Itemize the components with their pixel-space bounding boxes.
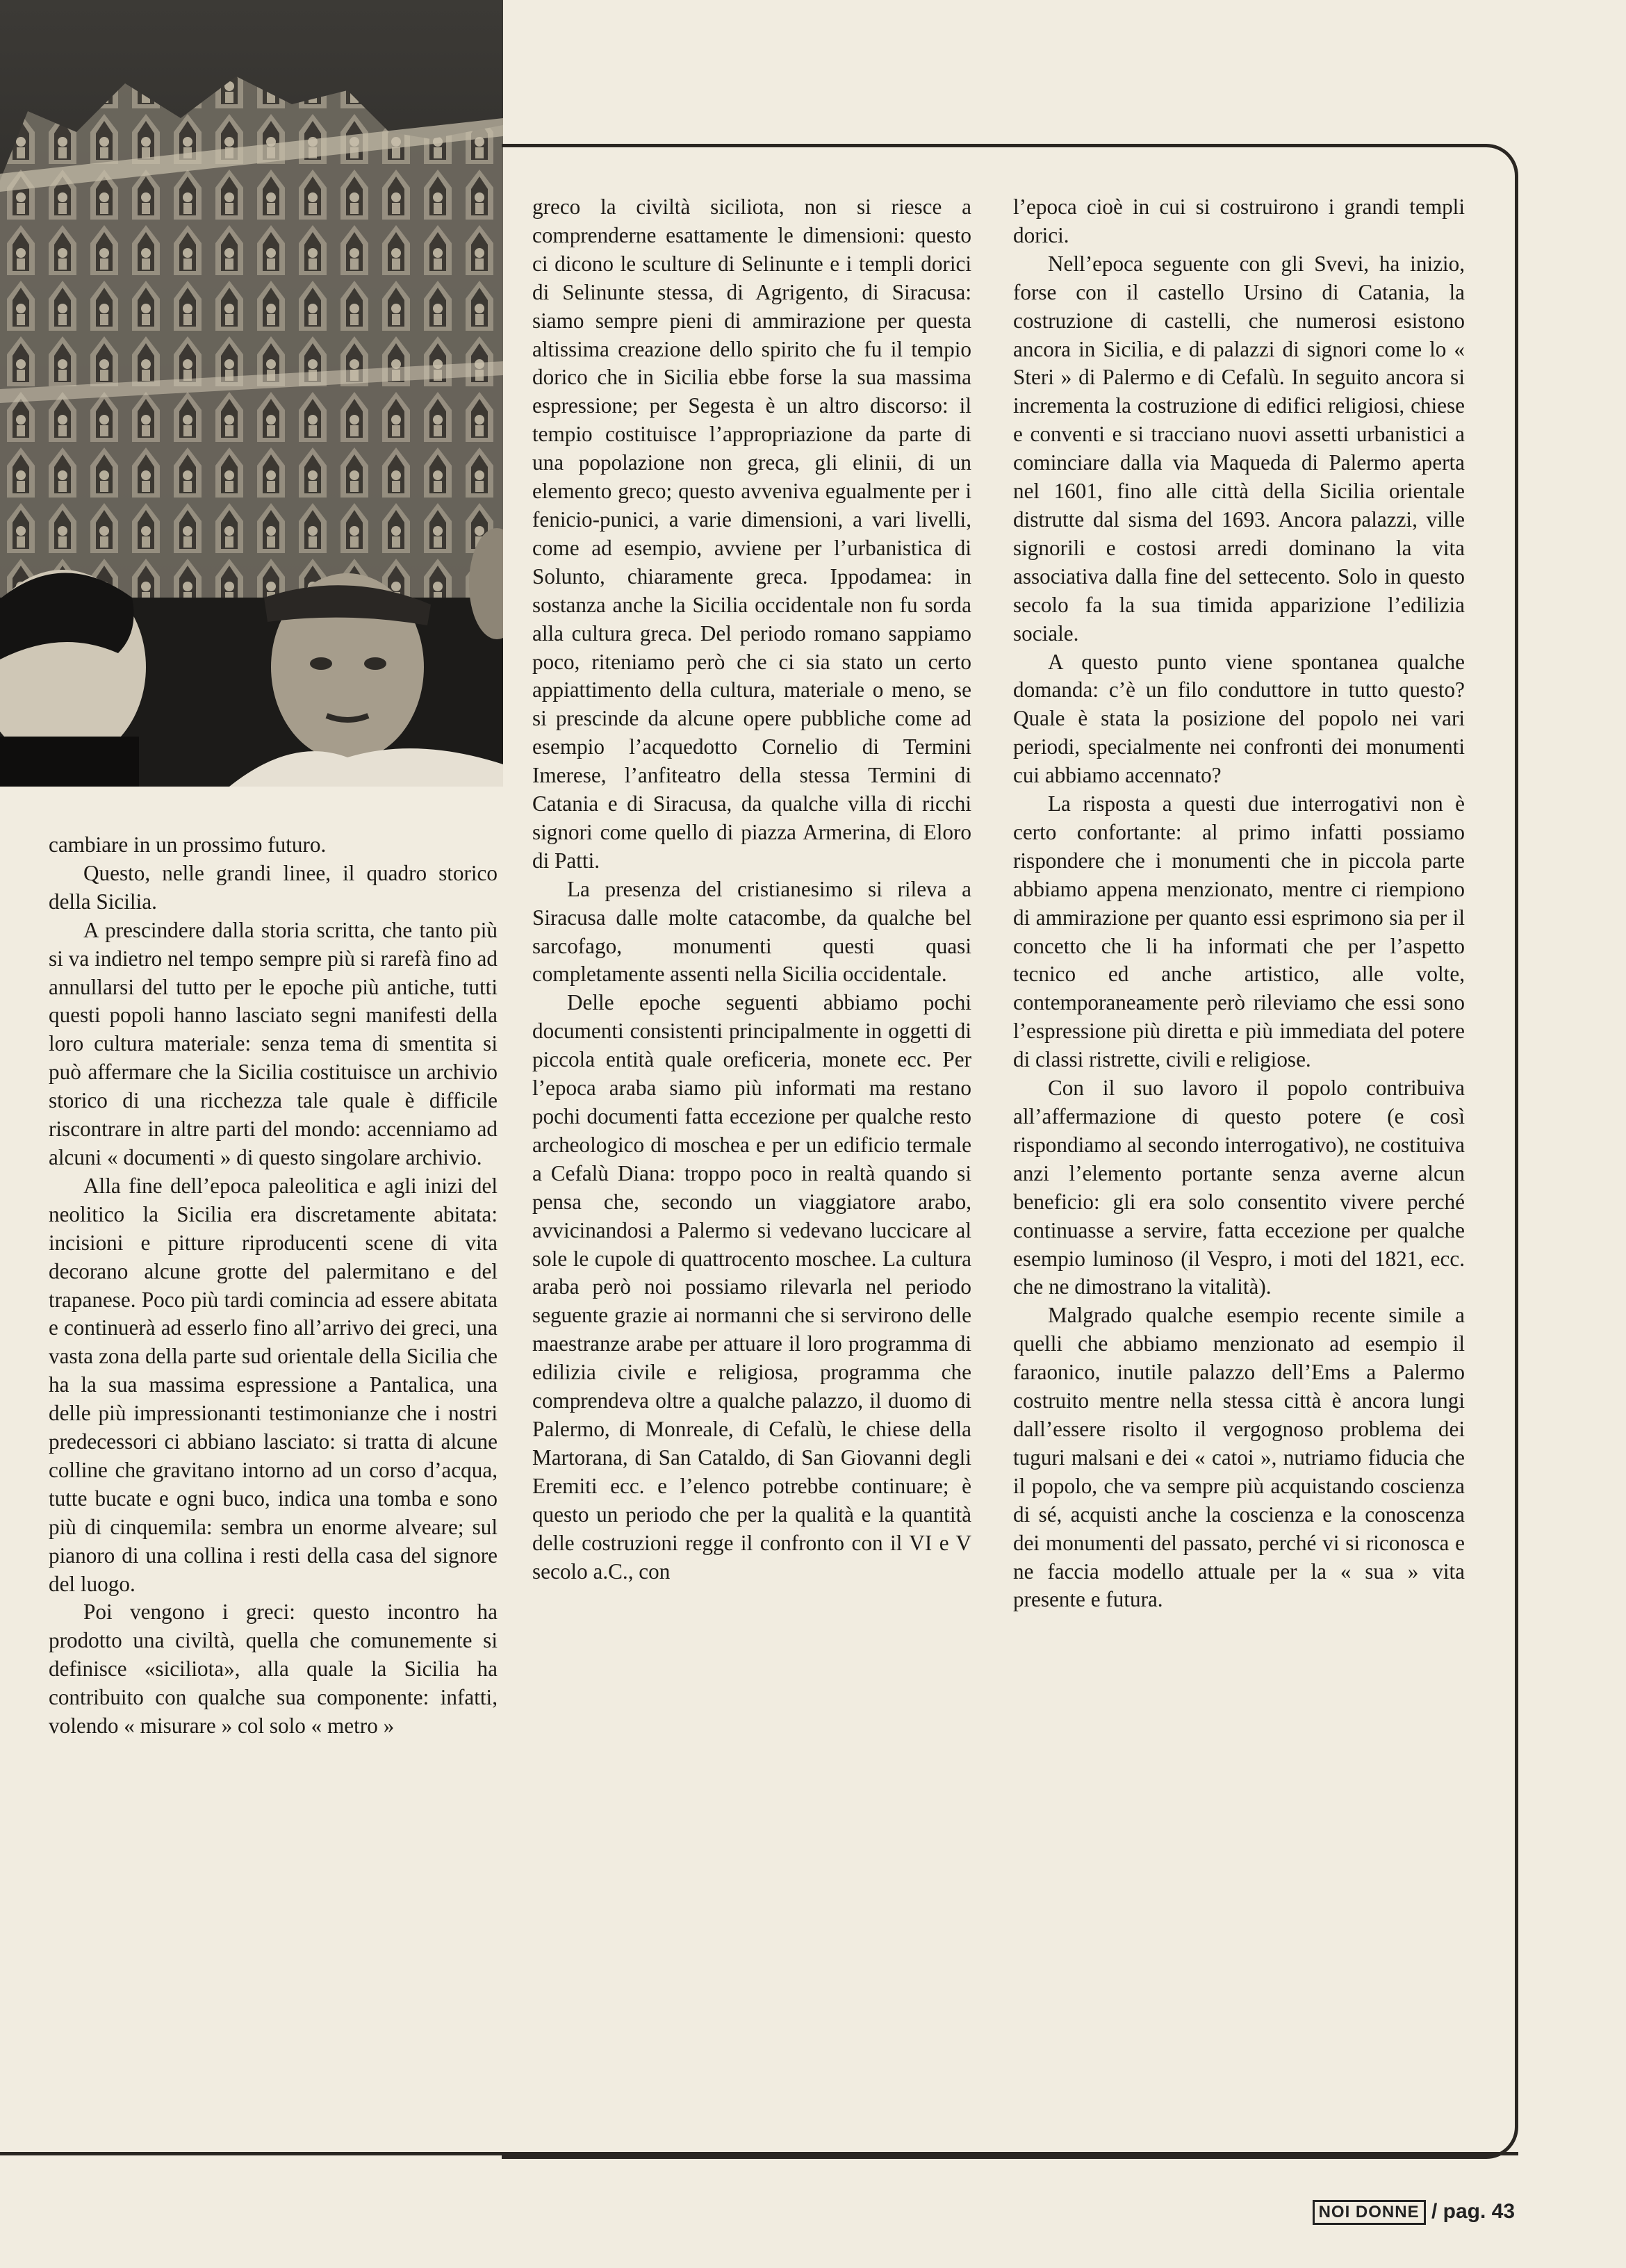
frame-bottom-rule (0, 2152, 1518, 2155)
paragraph: A prescindere dalla storia scritta, che tanto più si va indietro nel tempo sempre più si rarefà fino ad annullarsi del tutto per le epoche più antiche, tutti questi popoli hanno lasciato segni manifesti della loro cultura materiale: senza tema di smentita si può affermare che la Sicilia costituisce un archivio storico di una ricchezza tale quale è difficile riscontrare in altre parti del mondo: accenniamo ad alcuni « documenti » di questo singolare archivio. (49, 917, 498, 1169)
paragraph: Nell’epoca seguente con gli Svevi, ha inizio, forse con il castello Ursino di Catania, la costruzione di castelli, che numerosi esistono ancora in Sicilia, e di palazzi di signori come lo « Steri » di Palermo e di Cefalù. In seguito ancora si incrementa la costruzione di edifici religiosi, chiese e conventi e si tracciano nuovi assetti urbanistici a cominciare dalla via Maqueda di Palermo aperta nel 1601, fino alle città della Sicilia orientale distrutte dal sisma del 1693. Ancora palazzi, ville signorili e costosi arredi dominano la vita associativa dalla fine del settecento. Solo in questo secolo fa la sua timida apparizione l’edilizia sociale. (1013, 251, 1465, 646)
column-3 (1013, 193, 1465, 1614)
paragraph: Con il suo lavoro il popolo contribuiva all’affermazione di questo potere (e così rispondiamo al secondo interrogativo), ne costituiva anzi l’elemento portante senza averne alcun beneficio: gli era solo consentito vivere perché continuasse a servire, fatta eccezione per qualche esempio luminoso (il Vespro, i moti del 1821, ecc. che ne dimostrano la vitalità). (1013, 1076, 1465, 1299)
paragraph: l’epoca cioè in cui si costruirono i grandi templi dorici. (1013, 195, 1465, 247)
footer-separator: / (1431, 2200, 1438, 2223)
photo-sculpted-altar-and-men (0, 0, 503, 787)
paragraph: A questo punto viene spontanea qualche domanda: c’è un filo conduttore in tutto questo? Quale è stata la posizione del popolo nei vari periodi, specialmente nei confronti dei monumenti cui abbiamo accennato? (1013, 649, 1465, 788)
paragraph: greco la civiltà siciliota, non si riesce a comprenderne esattamente le dimensioni: questo ci dicono le sculture di Selinunte e i templi dorici di Selinunte stessa, di Agrigento, di Siracusa: siamo sempre pieni di ammirazione per questa altissima creazione dello spirito che fu il tempio dorico che in Sicilia ebbe forse la sua massima espressione; per Segesta è un altro discorso: il tempio costituisce l’appropriazione da parte di una popolazione non greca, gli elinii, di un elemento greco; questo avveniva egualmente per i fenicio-punici, a varie dimensioni, a vari livelli, come ad esempio, avviene per l’urbanistica di Solunto, chiaramente greca. Ippodamea: in sostanza anche la Sicilia occidentale non fu sorda alla cultura greca. Del periodo romano sappiamo poco, riteniamo però che ci sia stato un certo appiattimento della cultura, materiale o meno, se si prescinde da alcune opere pubbliche come ad esempio l’acquedotto Cornelio di Termini Imerese, l’anfiteatro della stessa Termini di Catania e di Siracusa, da qualche villa di ricchi signori come quello di piazza Armerina, di Eloro di Patti. (532, 195, 971, 873)
page-number: pag. 43 (1443, 2200, 1515, 2223)
paragraph: La presenza del cristianesimo si rileva a Siracusa dalle molte catacombe, da qualche bel sarcofago, monumenti questi quasi completamente assenti nella Sicilia occidentale. (532, 876, 971, 987)
column-2 (532, 193, 971, 1586)
paragraph: Malgrado qualche esempio recente simile a quelli che abbiamo menzionato ad esempio il faraonico, inutile palazzo dell’Ems a Palermo costruito mentre nella stessa città è ancora lungi dall’essere risolto il vergognoso problema dei tuguri malsani e dei « catoi », nutriamo fiducia che il popolo, che va sempre più acquistando coscienza di sé, acquisti anche la coscienza e la conoscenza dei monumenti del passato, perché vi si riconosca e ne faccia modello attuale per la « sua » vita presente e futura. (1013, 1303, 1465, 1612)
magazine-logo: NOI DONNE (1313, 2200, 1426, 2225)
page-footer (1313, 2200, 1515, 2225)
paragraph: Poi vengono i greci: questo incontro ha prodotto una civiltà, quella che comunemente si definisce «siciliota», alla quale la Sicilia ha contribuito con qualche sua componente: infatti, volendo « misurare » col solo « metro » (49, 1600, 498, 1739)
paragraph: Questo, nelle grandi linee, il quadro storico della Sicilia. (49, 860, 498, 914)
column-1 (49, 831, 498, 1741)
paragraph: Alla fine dell’epoca paleolitica e agli inizi del neolitico la Sicilia era discretamente abitata: incisioni e pitture riproducenti scene di vita decorano alcune grotte del palermitano e del trapanese. Poco più tardi comincia ad essere abitata e continuerà ad esserlo fino all’arrivo dei greci, una vasta zona della parte sud orientale della Sicilia che ha la sua massima espressione a Pantalica, una delle più impressionanti testimonianze che i nostri predecessori ci abbiano lasciato: si tratta di alcune colline che gravitano intorno ad un corso d’acqua, tutte bucate e ogni buco, indica una tomba e sono più di cinquemila: sembra un enorme alveare; sul pianoro di una collina i resti della casa del signore del luogo. (49, 1173, 498, 1596)
photo-illustration (0, 0, 503, 787)
paragraph: cambiare in un prossimo futuro. (49, 832, 327, 857)
paragraph: Delle epoche seguenti abbiamo pochi documenti consistenti principalmente in oggetti di piccola entità quale oreficeria, monete ecc. Per l’epoca araba siamo più informati ma restano pochi documenti fatta eccezione per qualche resto archeologico di moschea e per un edificio termale a Cefalù Diana: troppo poco in realtà quando si pensa che, secondo un viaggiatore arabo, avvicinandosi a Palermo si vedevano luccicare al sole le cupole di quattrocento moschee. La cultura araba però noi possiamo rilevarla nel periodo seguente grazie ai normanni che si servirono delle maestranze arabe per attuare il loro programma di edilizia civile e religiosa, programma che comprendeva oltre a qualche palazzo, il duomo di Palermo, di Monreale, di Cefalù, le chiese della Martorana, di San Cataldo, di San Giovanni degli Eremiti ecc. e l’elenco potrebbe continuare; è questo un periodo che per la qualità e la quantità delle costruzioni regge il confronto con il VI e V secolo a.C., con (532, 990, 971, 1584)
paragraph: La risposta a questi due interrogativi non è certo confortante: al primo infatti possiamo rispondere che i monumenti che in piccola parte abbiamo appena menzionato, mentre ci riempiono di ammirazione per quanto essi esprimono sia per il concetto che li ha informati che per l’aspetto tecnico ed anche artistico, alle volte, contemporaneamente però rileviamo che essi sono l’espressione più diretta e più immediata del potere di classi ristrette, civili e religiose. (1013, 791, 1465, 1072)
